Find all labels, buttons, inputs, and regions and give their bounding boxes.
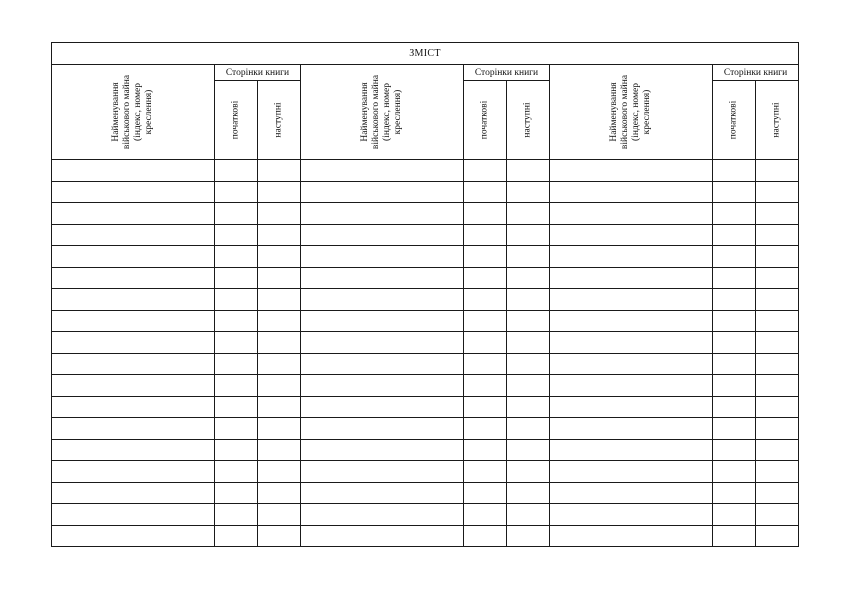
table-cell[interactable] xyxy=(507,418,550,440)
table-cell[interactable] xyxy=(464,439,507,461)
table-cell[interactable] xyxy=(258,181,301,203)
table-cell[interactable] xyxy=(507,504,550,526)
book-pages-header-3: Сторінки книги xyxy=(713,65,799,81)
table-cell[interactable] xyxy=(550,181,713,203)
table-cell[interactable] xyxy=(713,160,756,182)
table-cell[interactable] xyxy=(258,439,301,461)
table-cell[interactable] xyxy=(215,375,258,397)
item-name-header-label: Найменування військового майна (індекс, номер креслення) xyxy=(360,74,403,150)
table-cell[interactable] xyxy=(550,310,713,332)
table-cell[interactable] xyxy=(464,224,507,246)
table-cell[interactable] xyxy=(215,482,258,504)
table-cell[interactable] xyxy=(301,461,464,483)
table-cell[interactable] xyxy=(258,289,301,311)
table-cell[interactable] xyxy=(756,160,799,182)
table-cell[interactable] xyxy=(464,181,507,203)
table-cell[interactable] xyxy=(713,375,756,397)
table-cell[interactable] xyxy=(464,289,507,311)
table-cell[interactable] xyxy=(464,160,507,182)
table-cell[interactable] xyxy=(258,332,301,354)
table-row xyxy=(52,332,799,354)
table-cell[interactable] xyxy=(756,439,799,461)
table-cell[interactable] xyxy=(258,310,301,332)
table-cell[interactable] xyxy=(550,461,713,483)
table-row xyxy=(52,525,799,547)
table-cell[interactable] xyxy=(464,246,507,268)
start-pages-label: початкові xyxy=(728,100,739,140)
table-cell[interactable] xyxy=(52,353,215,375)
table-cell[interactable] xyxy=(550,203,713,225)
table-cell[interactable] xyxy=(301,482,464,504)
table-cell[interactable] xyxy=(756,224,799,246)
table-cell[interactable] xyxy=(52,482,215,504)
table-cell[interactable] xyxy=(215,289,258,311)
table-cell[interactable] xyxy=(713,246,756,268)
table-cell[interactable] xyxy=(507,267,550,289)
table-row xyxy=(52,310,799,332)
table-cell[interactable] xyxy=(550,267,713,289)
table-cell[interactable] xyxy=(215,504,258,526)
table-cell[interactable] xyxy=(464,332,507,354)
table-row xyxy=(52,160,799,182)
table-cell[interactable] xyxy=(507,332,550,354)
table-cell[interactable] xyxy=(550,353,713,375)
contents-table xyxy=(51,42,799,547)
table-row xyxy=(52,396,799,418)
table-cell[interactable] xyxy=(507,246,550,268)
table-cell[interactable] xyxy=(713,289,756,311)
table-cell[interactable] xyxy=(301,332,464,354)
table-cell[interactable] xyxy=(550,396,713,418)
table-cell[interactable] xyxy=(756,353,799,375)
table-cell[interactable] xyxy=(756,181,799,203)
table-title: ЗМІСТ xyxy=(52,43,799,65)
table-row xyxy=(52,482,799,504)
table-cell[interactable] xyxy=(301,439,464,461)
table-body xyxy=(52,160,799,547)
table-cell[interactable] xyxy=(301,246,464,268)
table-cell[interactable] xyxy=(464,310,507,332)
table-cell[interactable] xyxy=(550,525,713,547)
table-cell[interactable] xyxy=(301,418,464,440)
table-cell[interactable] xyxy=(301,504,464,526)
table-cell[interactable] xyxy=(713,504,756,526)
start-pages-label: початкові xyxy=(479,100,490,140)
table-cell[interactable] xyxy=(464,375,507,397)
table-cell[interactable] xyxy=(215,418,258,440)
book-pages-header-1: Сторінки книги xyxy=(215,65,301,81)
table-cell[interactable] xyxy=(52,396,215,418)
table-cell[interactable] xyxy=(550,418,713,440)
table-cell[interactable] xyxy=(301,396,464,418)
table-cell[interactable] xyxy=(550,439,713,461)
table-row xyxy=(52,224,799,246)
table-cell[interactable] xyxy=(52,504,215,526)
table-cell[interactable] xyxy=(215,267,258,289)
table-cell[interactable] xyxy=(713,267,756,289)
table-cell[interactable] xyxy=(301,224,464,246)
table-cell[interactable] xyxy=(756,375,799,397)
table-cell[interactable] xyxy=(301,525,464,547)
start-pages-header-3 xyxy=(713,81,756,160)
table-cell[interactable] xyxy=(464,504,507,526)
table-cell[interactable] xyxy=(713,439,756,461)
table-cell[interactable] xyxy=(713,224,756,246)
table-cell[interactable] xyxy=(52,525,215,547)
table-cell[interactable] xyxy=(507,224,550,246)
table-cell[interactable] xyxy=(52,439,215,461)
table-cell[interactable] xyxy=(464,482,507,504)
start-pages-header-1 xyxy=(215,81,258,160)
table-cell[interactable] xyxy=(713,482,756,504)
table-cell[interactable] xyxy=(713,525,756,547)
table-cell[interactable] xyxy=(258,525,301,547)
table-cell[interactable] xyxy=(713,310,756,332)
table-cell[interactable] xyxy=(215,181,258,203)
table-cell[interactable] xyxy=(301,375,464,397)
table-cell[interactable] xyxy=(464,396,507,418)
table-cell[interactable] xyxy=(258,482,301,504)
table-cell[interactable] xyxy=(52,289,215,311)
table-cell[interactable] xyxy=(52,267,215,289)
next-pages-header-3 xyxy=(756,81,799,160)
table-row xyxy=(52,267,799,289)
table-cell[interactable] xyxy=(215,353,258,375)
table-cell[interactable] xyxy=(301,160,464,182)
item-name-header-2 xyxy=(301,65,464,160)
table-cell[interactable] xyxy=(464,353,507,375)
table-cell[interactable] xyxy=(52,375,215,397)
table-cell[interactable] xyxy=(215,160,258,182)
next-pages-header-1 xyxy=(258,81,301,160)
table-cell[interactable] xyxy=(713,461,756,483)
table-cell[interactable] xyxy=(52,160,215,182)
table-cell[interactable] xyxy=(258,160,301,182)
table-cell[interactable] xyxy=(52,310,215,332)
table-cell[interactable] xyxy=(550,224,713,246)
table-cell[interactable] xyxy=(756,418,799,440)
table-cell[interactable] xyxy=(713,418,756,440)
table-cell[interactable] xyxy=(550,332,713,354)
table-cell[interactable] xyxy=(550,160,713,182)
table-cell[interactable] xyxy=(215,246,258,268)
table-row xyxy=(52,353,799,375)
table-cell[interactable] xyxy=(713,332,756,354)
table-cell[interactable] xyxy=(258,246,301,268)
table-cell[interactable] xyxy=(507,375,550,397)
table-cell[interactable] xyxy=(52,246,215,268)
item-name-header-label: Найменування військового майна (індекс, номер креслення) xyxy=(111,74,154,150)
table-cell[interactable] xyxy=(258,353,301,375)
table-cell[interactable] xyxy=(756,246,799,268)
table-cell[interactable] xyxy=(52,418,215,440)
table-cell[interactable] xyxy=(258,504,301,526)
item-name-header-3 xyxy=(550,65,713,160)
table-cell[interactable] xyxy=(215,310,258,332)
table-cell[interactable] xyxy=(52,461,215,483)
next-pages-header-2 xyxy=(507,81,550,160)
table-cell[interactable] xyxy=(756,525,799,547)
start-pages-header-2 xyxy=(464,81,507,160)
table-cell[interactable] xyxy=(507,461,550,483)
table-cell[interactable] xyxy=(301,310,464,332)
table-cell[interactable] xyxy=(464,461,507,483)
table-cell[interactable] xyxy=(756,332,799,354)
table-cell[interactable] xyxy=(258,418,301,440)
table-cell[interactable] xyxy=(301,289,464,311)
table-cell[interactable] xyxy=(258,396,301,418)
table-cell[interactable] xyxy=(550,289,713,311)
next-pages-label: наступні xyxy=(522,102,533,138)
table-cell[interactable] xyxy=(507,181,550,203)
table-cell[interactable] xyxy=(507,160,550,182)
table-cell[interactable] xyxy=(756,267,799,289)
table-cell[interactable] xyxy=(215,525,258,547)
table-cell[interactable] xyxy=(507,439,550,461)
table-cell[interactable] xyxy=(713,203,756,225)
table-row xyxy=(52,461,799,483)
next-pages-label: наступні xyxy=(771,102,782,138)
table-cell[interactable] xyxy=(464,267,507,289)
table-cell[interactable] xyxy=(550,504,713,526)
table-cell[interactable] xyxy=(507,289,550,311)
table-cell[interactable] xyxy=(713,396,756,418)
table-cell[interactable] xyxy=(507,310,550,332)
table-row xyxy=(52,418,799,440)
start-pages-label: початкові xyxy=(230,100,241,140)
table-cell[interactable] xyxy=(713,181,756,203)
table-row xyxy=(52,504,799,526)
book-pages-header-2: Сторінки книги xyxy=(464,65,550,81)
table-cell[interactable] xyxy=(258,267,301,289)
table-cell[interactable] xyxy=(301,353,464,375)
table-cell[interactable] xyxy=(507,203,550,225)
item-name-header-label: Найменування військового майна (індекс, номер креслення) xyxy=(609,74,652,150)
table-cell[interactable] xyxy=(258,203,301,225)
table-row xyxy=(52,203,799,225)
table-cell[interactable] xyxy=(756,461,799,483)
table-row xyxy=(52,375,799,397)
table-cell[interactable] xyxy=(464,525,507,547)
table-cell[interactable] xyxy=(52,224,215,246)
table-cell[interactable] xyxy=(52,203,215,225)
table-cell[interactable] xyxy=(258,224,301,246)
table-cell[interactable] xyxy=(258,375,301,397)
table-cell[interactable] xyxy=(756,310,799,332)
item-name-header-1 xyxy=(52,65,215,160)
table-cell[interactable] xyxy=(756,396,799,418)
table-cell[interactable] xyxy=(301,267,464,289)
table-cell[interactable] xyxy=(756,203,799,225)
table-cell[interactable] xyxy=(215,461,258,483)
table-cell[interactable] xyxy=(550,246,713,268)
table-cell[interactable] xyxy=(550,482,713,504)
contents-sheet xyxy=(51,42,799,547)
table-cell[interactable] xyxy=(52,181,215,203)
table-cell[interactable] xyxy=(215,439,258,461)
table-cell[interactable] xyxy=(756,289,799,311)
table-cell[interactable] xyxy=(507,482,550,504)
table-cell[interactable] xyxy=(550,375,713,397)
table-row xyxy=(52,181,799,203)
table-cell[interactable] xyxy=(301,203,464,225)
table-cell[interactable] xyxy=(507,396,550,418)
table-cell[interactable] xyxy=(507,525,550,547)
table-cell[interactable] xyxy=(756,482,799,504)
table-cell[interactable] xyxy=(464,203,507,225)
table-row xyxy=(52,246,799,268)
next-pages-label: наступні xyxy=(273,102,284,138)
table-cell[interactable] xyxy=(215,224,258,246)
table-cell[interactable] xyxy=(258,461,301,483)
table-row xyxy=(52,289,799,311)
table-cell[interactable] xyxy=(52,332,215,354)
table-cell[interactable] xyxy=(215,203,258,225)
table-cell[interactable] xyxy=(507,353,550,375)
table-cell[interactable] xyxy=(713,353,756,375)
table-cell[interactable] xyxy=(301,181,464,203)
table-cell[interactable] xyxy=(464,418,507,440)
table-row xyxy=(52,439,799,461)
table-cell[interactable] xyxy=(215,332,258,354)
table-cell[interactable] xyxy=(215,396,258,418)
table-cell[interactable] xyxy=(756,504,799,526)
